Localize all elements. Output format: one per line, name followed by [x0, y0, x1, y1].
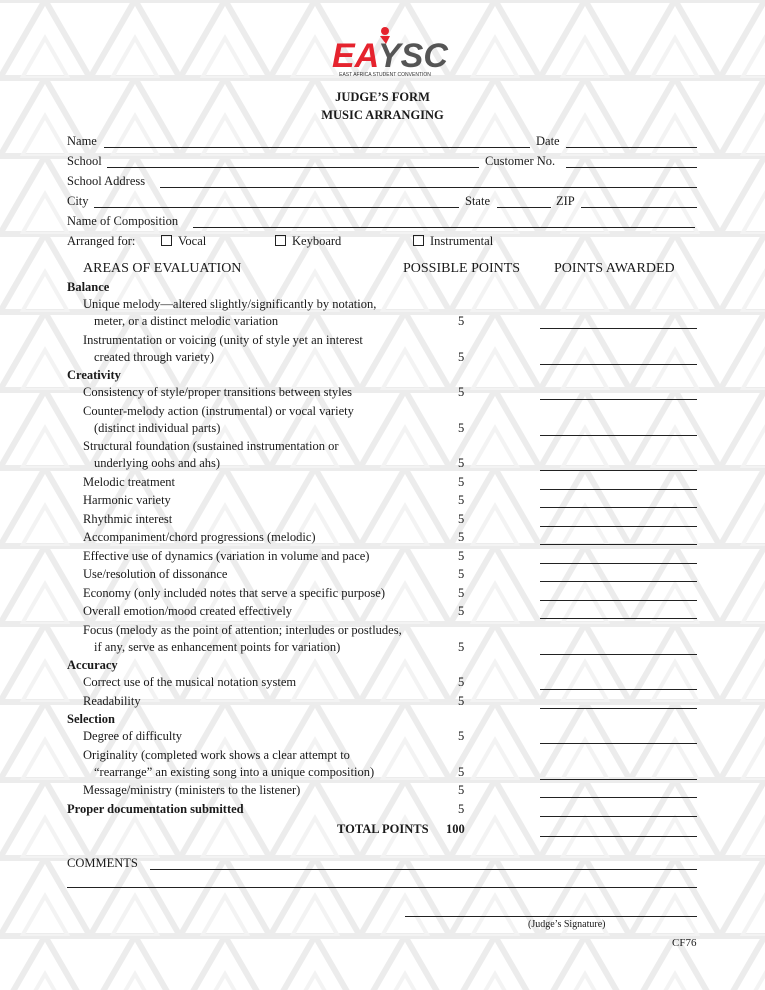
criterion-text: “rearrange” an existing song into a unique composition)	[94, 764, 375, 779]
possible-points-value: 5	[458, 693, 465, 708]
points-awarded-field[interactable]	[540, 470, 697, 471]
zip-label: ZIP	[556, 194, 575, 208]
state-field[interactable]	[497, 207, 551, 208]
comments-field-1[interactable]	[150, 869, 697, 870]
total-points-field[interactable]	[540, 836, 697, 837]
total-value: 100	[446, 822, 465, 836]
criterion-text: if any, serve as enhancement points for variation)	[94, 639, 341, 654]
instrumental-label: Instrumental	[430, 234, 494, 248]
svg-text:YSC: YSC	[378, 37, 448, 75]
points-awarded-field[interactable]	[540, 581, 697, 582]
criterion-text: Counter-melody action (instrumental) or vocal variety	[83, 403, 354, 418]
section-title: Balance	[67, 280, 110, 294]
criterion-text: Consistency of style/proper transitions between styles	[83, 385, 353, 399]
criterion-text: Focus (melody as the point of attention; interludes or postludes,	[83, 622, 402, 637]
judge-signature-field[interactable]	[405, 916, 697, 917]
points-awarded-field[interactable]	[540, 689, 697, 690]
zip-field[interactable]	[581, 207, 697, 208]
customer-no-field[interactable]	[566, 167, 697, 168]
possible-points-value: 5	[458, 729, 465, 743]
criterion-text: Effective use of dynamics (variation in volume and pace)	[83, 548, 370, 563]
possible-points-header: POSSIBLE POINTS	[403, 261, 521, 276]
signature-label: (Judge’s Signature)	[528, 919, 606, 930]
possible-points-value: 5	[458, 567, 465, 581]
checkbox-box[interactable]	[413, 235, 424, 246]
points-awarded-field[interactable]	[540, 816, 697, 817]
criterion-text: Rhythmic interest	[83, 511, 173, 526]
possible-points-value: 5	[458, 474, 465, 489]
criterion-text: Readability	[83, 693, 141, 708]
criterion-text: meter, or a distinct melodic variation	[94, 314, 279, 328]
checkbox-box[interactable]	[275, 235, 286, 246]
eaysc-logo	[330, 24, 448, 79]
school-address-label: School Address	[67, 174, 146, 188]
criterion-text: Harmonic variety	[83, 493, 171, 507]
date-label: Date	[536, 134, 560, 148]
points-awarded-field[interactable]	[540, 708, 697, 709]
criterion-text: Accompaniment/chord progressions (melodic)	[83, 530, 316, 544]
comments-field-2[interactable]	[67, 887, 697, 888]
composition-field[interactable]	[193, 227, 695, 228]
possible-points-value: 5	[458, 801, 465, 816]
points-awarded-field[interactable]	[540, 797, 697, 798]
date-field[interactable]	[566, 147, 697, 148]
points-awarded-field[interactable]	[540, 544, 697, 545]
points-awarded-field[interactable]	[540, 435, 697, 436]
possible-points-value: 5	[458, 675, 465, 689]
possible-points-value: 5	[458, 385, 465, 399]
possible-points-value: 5	[458, 530, 465, 544]
possible-points-value: 5	[458, 420, 465, 435]
city-label: City	[67, 194, 89, 208]
name-label: Name	[67, 134, 97, 148]
vocal-checkbox[interactable]	[161, 234, 206, 249]
section-title: Creativity	[67, 368, 121, 382]
comments-label: COMMENTS	[67, 856, 138, 870]
points-awarded-field[interactable]	[540, 600, 697, 601]
criterion-text: Melodic treatment	[83, 474, 175, 489]
criterion-text: Use/resolution of dissonance	[83, 567, 228, 581]
points-awarded-field[interactable]	[540, 618, 697, 619]
keyboard-checkbox[interactable]	[275, 234, 341, 249]
total-label: TOTAL POINTS	[337, 822, 429, 836]
points-awarded-field[interactable]	[540, 563, 697, 564]
points-awarded-field[interactable]	[540, 489, 697, 490]
criterion-text: Instrumentation or voicing (unity of style yet an interest	[83, 332, 363, 347]
criterion-text: Correct use of the musical notation system	[83, 675, 297, 689]
school-address-field[interactable]	[160, 187, 697, 188]
criterion-text: Structural foundation (sustained instrumentation or	[83, 439, 339, 453]
criterion-text: Message/ministry (ministers to the listener)	[83, 783, 301, 797]
form-code: CF76	[672, 937, 697, 949]
points-awarded-field[interactable]	[540, 399, 697, 400]
areas-header: AREAS OF EVALUATION	[83, 261, 242, 276]
points-awarded-field[interactable]	[540, 328, 697, 329]
possible-points-value: 5	[458, 639, 465, 654]
points-awarded-field[interactable]	[540, 654, 697, 655]
points-awarded-field[interactable]	[540, 743, 697, 744]
points-awarded-header: POINTS AWARDED	[554, 261, 675, 276]
possible-points-value: 5	[458, 585, 465, 600]
possible-points-value: 5	[458, 511, 465, 526]
criterion-text: Overall emotion/mood created effectively	[83, 604, 293, 618]
points-awarded-field[interactable]	[540, 507, 697, 508]
possible-points-value: 5	[458, 314, 465, 328]
points-awarded-field[interactable]	[540, 364, 697, 365]
checkbox-box[interactable]	[161, 235, 172, 246]
svg-text:EA: EA	[332, 37, 380, 75]
vocal-label: Vocal	[178, 234, 207, 248]
criterion-text: Economy (only included notes that serve a specific purpose)	[83, 585, 385, 600]
possible-points-value: 5	[458, 604, 465, 618]
possible-points-value: 5	[458, 783, 465, 797]
composition-label: Name of Composition	[67, 214, 179, 228]
possible-points-value: 5	[458, 493, 465, 507]
points-awarded-field[interactable]	[540, 779, 697, 780]
criterion-text: Degree of difficulty	[83, 729, 183, 743]
possible-points-value: 5	[458, 456, 465, 470]
city-field[interactable]	[94, 207, 459, 208]
keyboard-label: Keyboard	[292, 234, 342, 248]
section-title: Selection	[67, 712, 115, 726]
documentation-label: Proper documentation submitted	[67, 801, 244, 816]
arranged-for-label: Arranged for:	[67, 234, 136, 248]
customer-no-label: Customer No.	[485, 154, 556, 168]
instrumental-checkbox[interactable]	[413, 234, 493, 249]
section-title: Accuracy	[67, 658, 118, 672]
possible-points-value: 5	[458, 349, 465, 364]
possible-points-value: 5	[458, 548, 465, 563]
svg-text:EAST AFRICA STUDENT CONVENTION: EAST AFRICA STUDENT CONVENTION	[339, 72, 431, 78]
form-title: JUDGE’S FORM MUSIC ARRANGING	[321, 90, 444, 122]
criterion-text: created through variety)	[94, 349, 215, 364]
state-label: State	[465, 194, 490, 208]
criterion-text: Originality (completed work shows a clear attempt to	[83, 747, 350, 762]
possible-points-value: 5	[458, 764, 465, 779]
criterion-text: underlying oohs and ahs)	[94, 456, 221, 470]
criterion-text: Unique melody—altered slightly/significantly by notation,	[83, 297, 377, 311]
school-label: School	[67, 154, 102, 168]
criterion-text: (distinct individual parts)	[94, 420, 221, 435]
points-awarded-field[interactable]	[540, 526, 697, 527]
name-field[interactable]	[104, 147, 530, 148]
school-field[interactable]	[107, 167, 479, 168]
